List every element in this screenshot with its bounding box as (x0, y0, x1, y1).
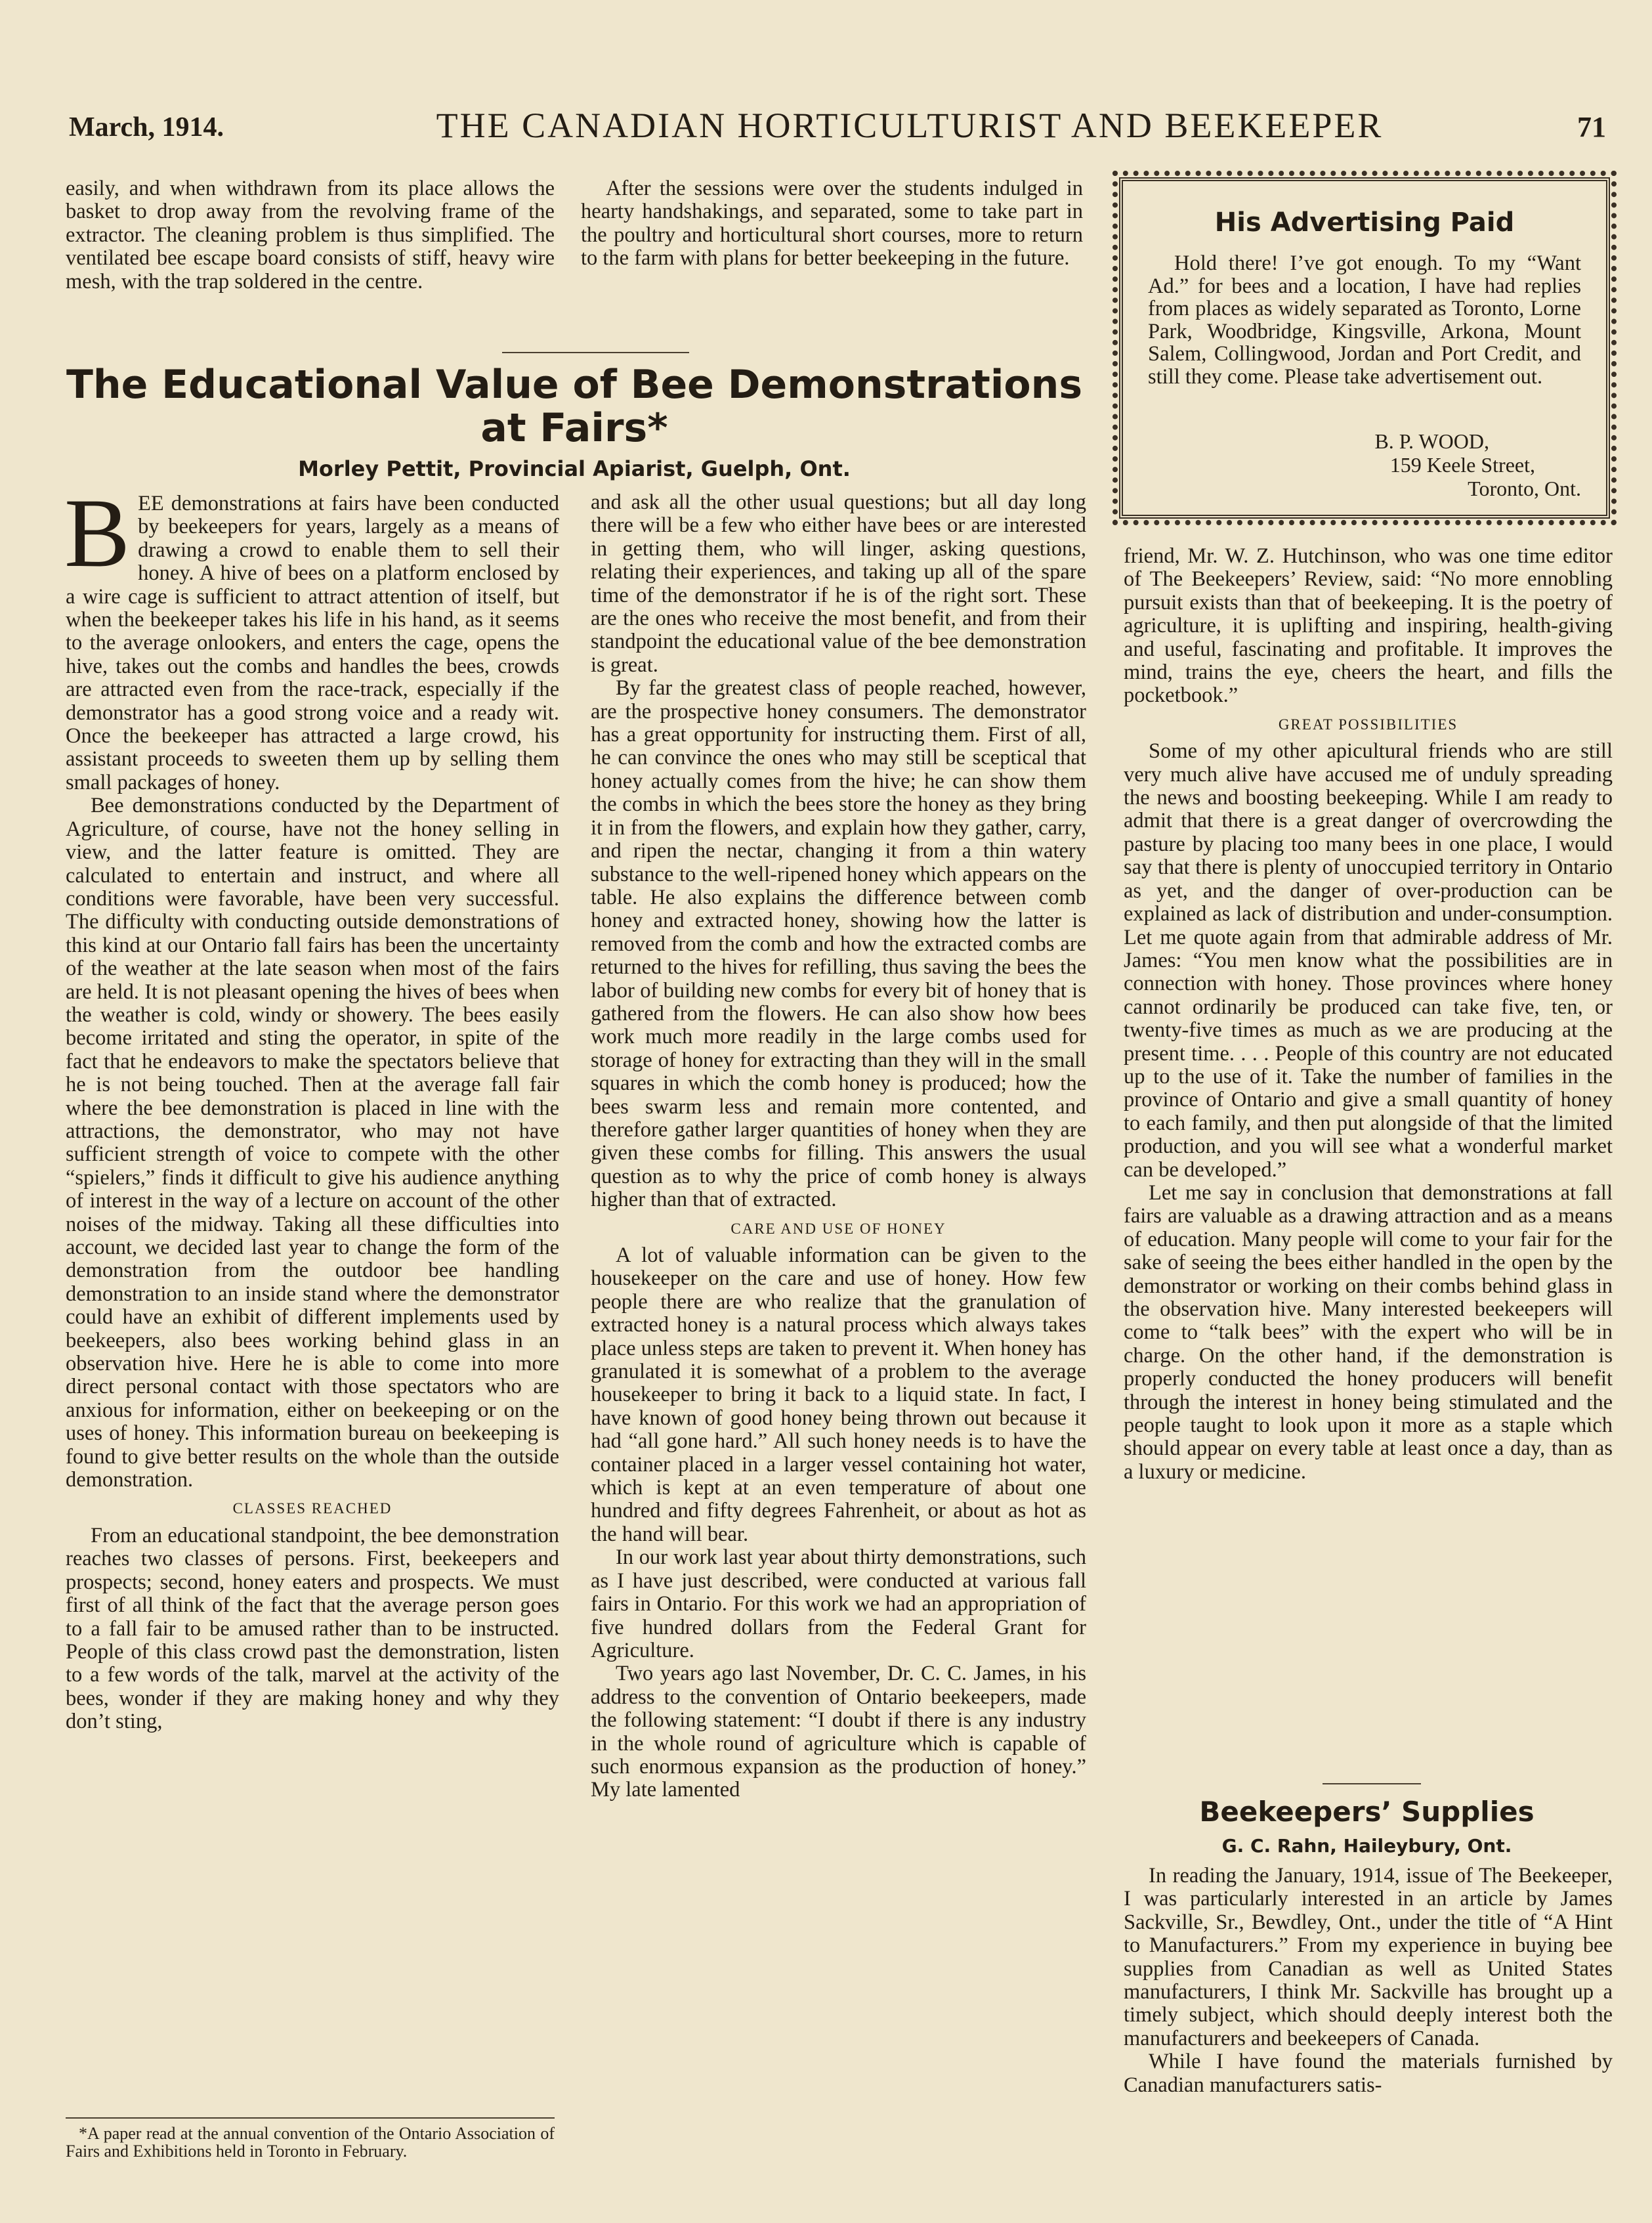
article-column-3 (1124, 545, 1613, 1484)
ad-signature-city: Toronto, Ont. (1468, 477, 1581, 500)
divider (1323, 1783, 1421, 1784)
paragraph: In our work last year about thirty demonstrations, such as I have just described, were conducted at various fall fairs in Ontario. For this work we had an appropriation of five hundred dollars from the Federal Grant for Agriculture. (591, 1545, 1086, 1662)
article-title: The Educational Value of Bee Demonstrations at Fairs* (66, 362, 1083, 451)
paragraph: easily, and when withdrawn from its place allows the basket to drop away from the revolving frame of the extractor. The cleaning problem is thus simplified. The ventilated bee escape board consists of stiff, heavy wire mesh, with the trap soldered in the centre. (66, 177, 555, 293)
paragraph: Let me say in conclusion that demonstrations at fall fairs are valuable as a drawing attraction and as a means of education. Many people will come to your fair for the sake of seeing the bees either handled in the open by the demonstrator or working on their combs behind glass in the observation hive. Many interested beekeepers will come to “talk bees” with the expert who will be in charge. On the other hand, if the demonstration is properly conducted the honey producers will benefit through the interest in honey being stimulated and the people taught to look upon it more as a staple which should appear on every table at least once a day, than as a luxury or medicine. (1124, 1180, 1613, 1484)
paragraph: Some of my other apicultural friends who are still very much alive have accused me of unduly spreading the news and boosting beekeeping. While I am ready to admit that there is a great danger of overcrowding the pasture by placing too many bees in one place, I would say that there is plenty of unoccupied territory in Ontario as yet, and the danger of over-production can be explained as lack of distribution and under-consumption. Let me quote again from that admirable address of Mr. James: “You men know what the possibilities are in connection with honey. Those provinces where honey cannot ordinarily be produced can take five, ten, or twenty-five times as much as we are producing at the present time. . . . People of this country are not educated up to the use of it. Take the number of families in the province of Ontario and give a small quantity of honey to each family, and then put alongside of that the limited production, and you will see what a wonderful market can be developed.” (1124, 739, 1613, 1182)
running-head (69, 105, 1606, 158)
supplies-title: Beekeepers’ Supplies (1199, 1796, 1535, 1828)
section-heading: CLASSES REACHED (232, 1500, 392, 1517)
article-column-1 (64, 479, 559, 1734)
paragraph: From an educational standpoint, the bee demonstration reaches two classes of persons. First, beekeepers and prospects; second, honey eaters and prospects. We must first of all think of the fact that the average person goes to a fall fair to be amused rather than to be instructed. People of this class crowd past the demonstration, listen to a few words of the talk, marvel at the activity of the bees, wonder if they are making honey and why they don’t sting, (66, 1523, 559, 1734)
footnote-rule (66, 2117, 555, 2119)
magazine-title: THE CANADIAN HORTICULTURIST AND BEEKEEPER (436, 106, 1384, 145)
paragraph: After the sessions were over the students indulged in hearty handshakings, and separated, some to take part in the poultry and horticultural short courses, more to return to the farm with plans for better beekeeping in the future. (581, 177, 1083, 270)
ad-title: His Advertising Paid (1214, 207, 1515, 238)
continued-text-col1 (66, 177, 555, 293)
paragraph: While I have found the materials furnished by Canadian manufacturers satis- (1124, 2050, 1613, 2097)
ad-body: Hold there! I’ve got enough. To my “Want Ad.” for bees and a location, I have had replies from places as widely separated as Toronto, Lorne Park, Woodbridge, Kingsville, Arkona, Mount Salem, Collingwood, Jordan and Port Credit, and still they come. Please take advertisement out. (1148, 251, 1581, 389)
advertisement-box (1119, 177, 1610, 519)
paragraph: By far the greatest class of people reached, however, are the prospective honey consumers. The demonstrator has a great opportunity for instructing them. First of all, he can convince the ones who may still be sceptical that honey actually comes from the hive; he can show them the combs in which the bees store the honey as they bring it in from the flowers, and explain how they gather, carry, and ripen the nectar, changing it from a thin watery substance to the well-ripened honey which appears on the table. He also explains the difference between comb honey and extracted honey, showing how the latter is removed from the comb and how the extracted combs are returned to the hives for refilling, thus saving the bees the labor of building new combs for every bit of honey that is gathered from the flowers. He can also show how bees work much more readily in the large combs used for storage of honey for extracting than they will in the small squares in which the comb honey is produced; how the bees swarm less and remain more contented, and therefore gather larger quantities of honey when they are given these combs for filling. This answers the usual question as to why the price of comb honey is always higher than that of extracted. (591, 676, 1086, 1212)
paragraph: friend, Mr. W. Z. Hutchinson, who was one time editor of The Beekeepers’ Review, said: “No more ennobling pursuit exists than that of beekeeping. It is the poetry of agriculture, it is uplifting and inspiring, health-giving and useful, fascinating and profitable. It improves the mind, trains the eye, cheers the heart, and fills the pocketbook.” (1124, 544, 1613, 708)
continued-text-col2 (581, 177, 1083, 270)
paragraph: BEE demonstrations at fairs have been conducted by beekeepers for years, largely as a means of drawing a crowd to enable them to sell their honey. A hive of bees on a platform enclosed by a wire cage is sufficient to attract attention of itself, but when the beekeeper takes his life in his hand, as it seems to the average onlookers, and enters the cage, opens the hive, takes out the combs and handles the bees, crowds are attracted even from the race-track, especially if the demonstrator has a good strong voice and a ready wit. Once the beekeeper has attracted a large crowd, his assistant proceeds to sweeten them up by selling them small packages of honey. (64, 479, 559, 794)
paragraph: Bee demonstrations conducted by the Department of Agriculture, of course, have not the honey selling in view, and the latter feature is omitted. They are calculated to entertain and instruct, and where all conditions were favorable, have been very successful. The difficulty with conducting outside demonstrations of this kind at our Ontario fall fairs has been the uncertainty of the weather at the late season when most of the fairs are held. It is not pleasant opening the hives of bees when the weather is cold, windy or showery. The bees easily become irritated and sting the operator, in spite of the fact that he endeavors to make the spectators believe that he is not being touched. Then at the average fall fair where the bee demonstration is placed in line with the attractions, the demonstrator, who may not have sufficient strength of voice to compete with the other “spielers,” finds it difficult to give his audience anything of interest in the way of a lecture on account of the other noises of the midway. Taking all these difficulties into account, we decided last year to change the form of the demonstration from the outdoor bee handling demonstration to an inside stand where the demonstrator could have an exhibit of different implements used by beekeepers, also bees working behind glass in an observation hive. Here he is able to come into more direct personal contact with those spectators who are anxious for information, either on beekeeping or on the uses of honey. This information bureau on beekeeping is found to give better results on the whole than the outside demonstration. (66, 794, 559, 1492)
ad-signature-name: B. P. WOOD, (1374, 429, 1489, 453)
article-column-2 (591, 491, 1086, 1802)
article-byline: Morley Pettit, Provincial Apiarist, Guelph, Ont. (298, 456, 851, 481)
paragraph: Two years ago last November, Dr. C. C. James, in his address to the convention of Ontario beekeepers, made the following statement: “I doubt if there is any industry in the whole round of agriculture which is capable of such enormous expansion as the production of honey.” My late lamented (591, 1662, 1086, 1802)
footnote: *A paper read at the annual convention of the Ontario Association of Fairs and Exhibitions held in Toronto in February. (66, 2124, 555, 2161)
paragraph: In reading the January, 1914, issue of The Beekeeper, I was particularly interested in an article by James Sackville, Sr., Bewdley, Ont., under the title of “A Hint to Manufacturers.” From my experience in buying bee supplies from Canadian as well as United States manufacturers, I think Mr. Sackville has brought up a timely subject, which should deeply interest both the manufacturers and beekeepers of Canada. (1124, 1864, 1613, 2050)
drop-cap: B (64, 479, 131, 588)
section-heading: GREAT POSSIBILITIES (1278, 716, 1458, 733)
page-number: 71 (1577, 111, 1606, 143)
supplies-column (1124, 1865, 1613, 2097)
supplies-byline: G. C. Rahn, Haileybury, Ont. (1221, 1835, 1512, 1857)
ad-signature-street: 159 Keele Street, (1389, 453, 1535, 477)
issue-date: March, 1914. (69, 112, 224, 142)
paragraph: A lot of valuable information can be given to the housekeeper on the care and use of honey. How few people there are who realize that the granulation of extracted honey is a natural process which always takes place unless steps are taken to prevent it. When honey has granulated it is somewhat of a problem to the average housekeeper to bring it back to a liquid state. In fact, I have known of good honey being thrown out because it had “all gone hard.” All such honey needs is to have the container placed in a larger vessel containing hot water, which is kept at an even temperature of about one hundred and fifty degrees Fahrenheit, or about as hot as the hand will bear. (591, 1243, 1086, 1546)
paragraph: and ask all the other usual questions; but all day long there will be a few who either have bees or are interested in getting them, who will linger, asking questions, relating their experiences, and taking up all of the spare time of the demonstrator if he is of the right sort. These are the ones who receive the most benefit, and from their standpoint the educational value of the bee demonstration is great. (591, 490, 1086, 677)
section-heading: CARE AND USE OF HONEY (731, 1220, 946, 1237)
divider (502, 352, 689, 353)
